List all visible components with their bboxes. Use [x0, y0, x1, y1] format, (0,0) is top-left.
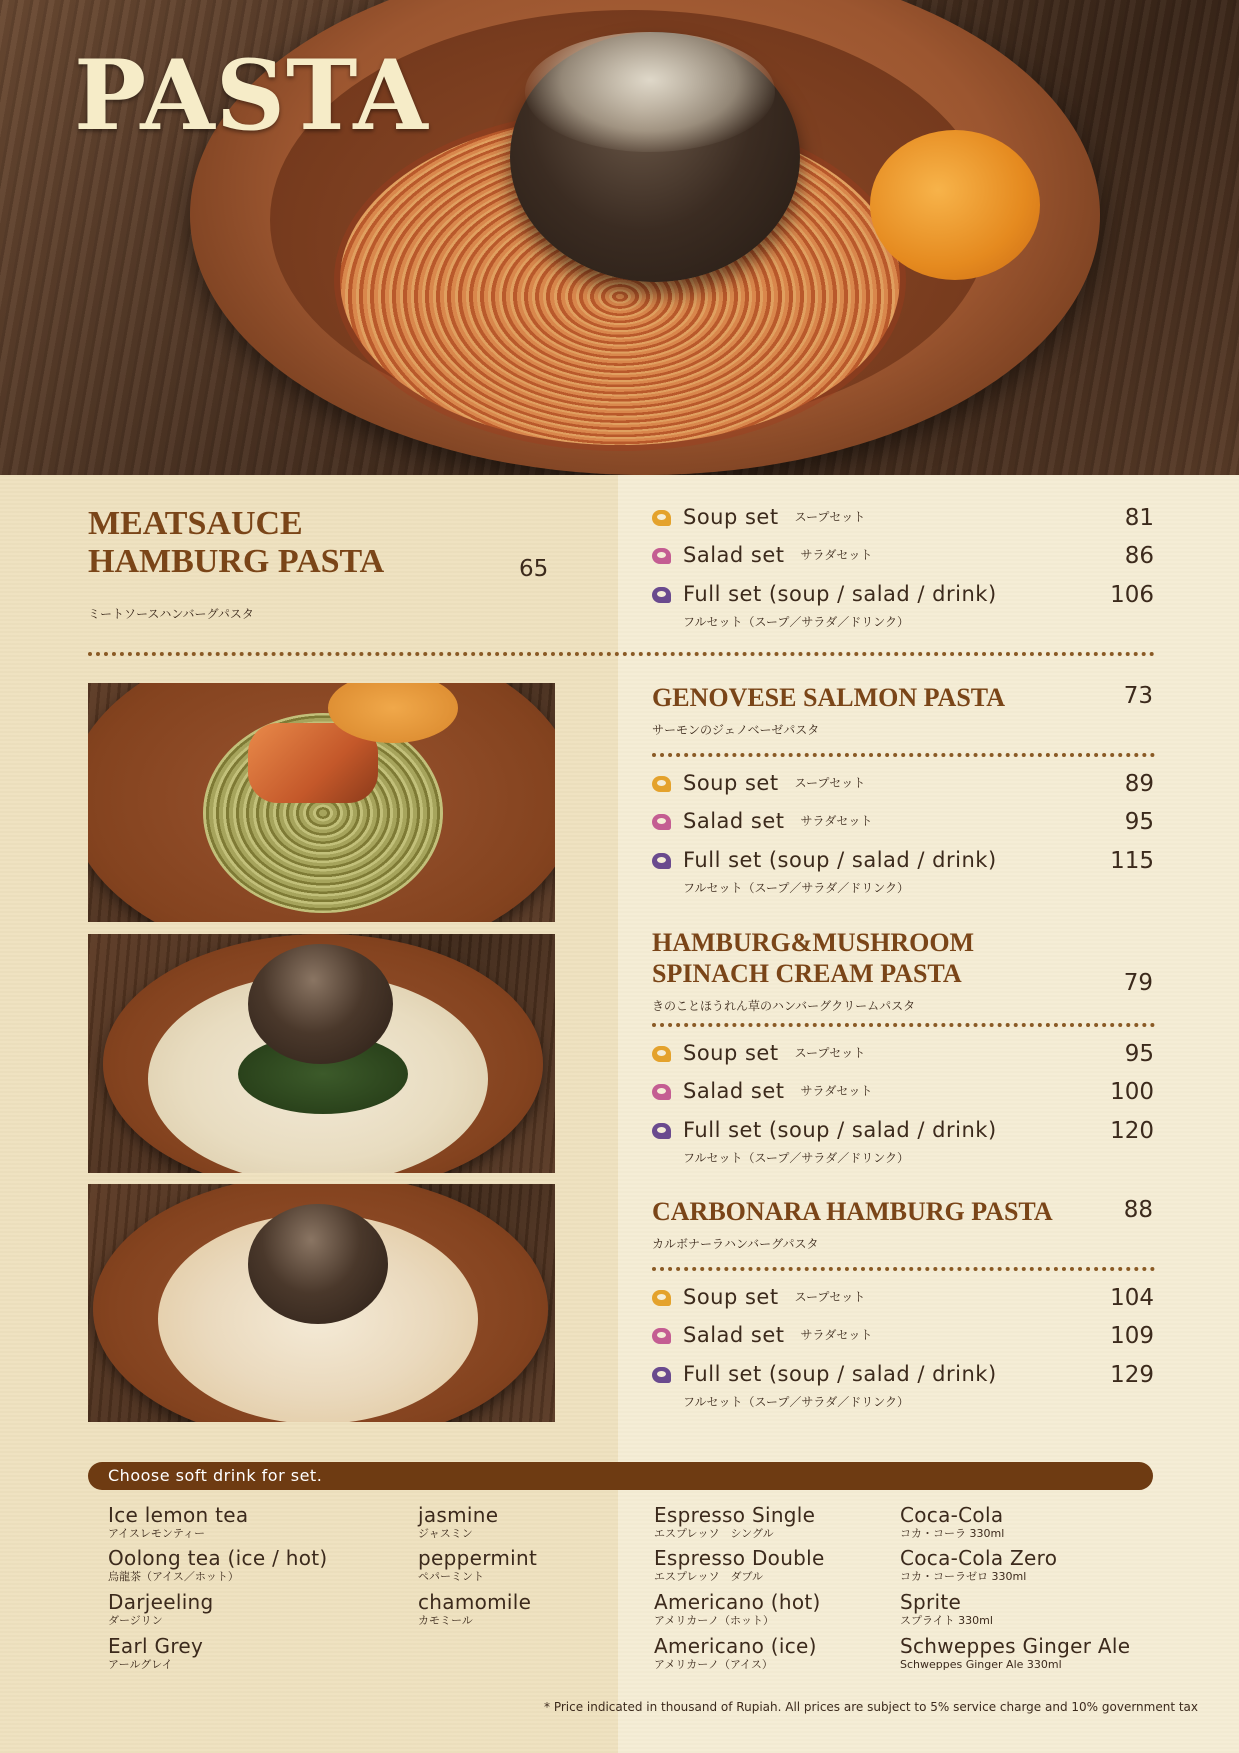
hero-photo [0, 0, 1239, 475]
dish-jp-carbonara: カルボナーラハンバーグパスタ [652, 1237, 819, 1251]
option-price: 104 [1110, 1285, 1154, 1311]
option-price: 115 [1110, 848, 1154, 874]
drink-item[interactable]: Ice lemon tea アイスレモンティー [108, 1503, 249, 1540]
option-soup-set[interactable]: Soup set スープセット 89 [652, 771, 1154, 801]
option-price: 95 [1124, 809, 1154, 835]
option-salad-set[interactable]: Salad set サラダセット 86 [652, 543, 1154, 573]
option-price: 100 [1110, 1079, 1154, 1105]
divider [88, 652, 1155, 656]
photo-mushroom-cream [88, 934, 555, 1173]
dish-price-meatsauce: 65 [519, 556, 549, 582]
footnote: * Price indicated in thousand of Rupiah. All prices are subject to 5% service charge and 10% government tax [544, 1700, 1199, 1714]
full-set-icon [652, 1123, 671, 1139]
option-salad-set[interactable]: Salad set サラダセット 109 [652, 1323, 1154, 1353]
salad-icon [652, 1084, 671, 1100]
soup-icon [652, 510, 671, 526]
salad-icon [652, 548, 671, 564]
option-soup-set[interactable]: Soup set スープセット 95 [652, 1041, 1154, 1071]
dish-title-carbonara: CARBONARA HAMBURG PASTA [652, 1197, 1053, 1226]
page-title: PASTA [74, 39, 429, 152]
option-full-set[interactable]: Full set (soup / salad / drink) 129 フルセット（スープ／サラダ／ドリンク） [652, 1362, 1154, 1392]
option-full-set[interactable]: Full set (soup / salad / drink) 115 フルセット（スープ／サラダ／ドリンク） [652, 848, 1154, 878]
option-price: 86 [1124, 543, 1154, 569]
salad-icon [652, 814, 671, 830]
drink-item[interactable]: chamomile カモミール [418, 1590, 532, 1627]
drink-item[interactable]: Americano (hot) アメリカーノ（ホット） [654, 1590, 821, 1627]
option-price: 109 [1110, 1323, 1154, 1349]
dish-title-genovese: GENOVESE SALMON PASTA [652, 683, 1005, 712]
dish-title-mushroom: HAMBURG&MUSHROOM SPINACH CREAM PASTA [652, 928, 975, 988]
option-price: 106 [1110, 582, 1154, 608]
dish-price-carbonara: 88 [1123, 1197, 1153, 1223]
drink-item[interactable]: Oolong tea (ice / hot) 烏龍茶（アイス／ホット） [108, 1546, 328, 1583]
option-price: 95 [1124, 1041, 1154, 1067]
soup-icon [652, 1046, 671, 1062]
dish-jp-mushroom: きのことほうれん草のハンバーグクリームパスタ [652, 999, 916, 1013]
option-price: 120 [1110, 1118, 1154, 1144]
option-price: 89 [1124, 771, 1154, 797]
full-set-icon [652, 587, 671, 603]
photo-carbonara [88, 1184, 555, 1422]
option-salad-set[interactable]: Salad set サラダセット 100 [652, 1079, 1154, 1109]
divider [652, 753, 1155, 757]
option-soup-set[interactable]: Soup set スープセット 81 [652, 505, 1154, 535]
option-full-set[interactable]: Full set (soup / salad / drink) 106 フルセット（スープ／サラダ／ドリンク） [652, 582, 1154, 612]
photo-genovese [88, 683, 555, 922]
option-full-set[interactable]: Full set (soup / salad / drink) 120 フルセット（スープ／サラダ／ドリンク） [652, 1118, 1154, 1148]
soup-icon [652, 776, 671, 792]
dish-price-mushroom: 79 [1123, 970, 1153, 996]
option-salad-set[interactable]: Salad set サラダセット 95 [652, 809, 1154, 839]
soft-drink-header-bar [88, 1462, 1153, 1490]
soft-drink-header: Choose soft drink for set. [108, 1466, 323, 1485]
drink-item[interactable]: jasmine ジャスミン [418, 1503, 499, 1540]
drink-item[interactable]: Coca-Cola コカ・コーラ 330ml [900, 1503, 1005, 1540]
drink-item[interactable]: Coca-Cola Zero コカ・コーラゼロ 330ml [900, 1546, 1058, 1583]
drink-item[interactable]: Schweppes Ginger Ale Schweppes Ginger Ale 330ml [900, 1634, 1131, 1671]
soup-icon [652, 1290, 671, 1306]
divider [652, 1267, 1155, 1271]
drink-item[interactable]: peppermint ペパーミント [418, 1546, 538, 1583]
drink-item[interactable]: Espresso Single エスプレッソ シングル [654, 1503, 816, 1540]
dish-price-genovese: 73 [1123, 683, 1153, 709]
drink-item[interactable]: Sprite スプライト 330ml [900, 1590, 993, 1627]
dish-title-meatsauce: MEATSAUCE HAMBURG PASTA [88, 505, 385, 581]
dish-jp-meatsauce: ミートソースハンバーグパスタ [88, 607, 254, 621]
salad-icon [652, 1328, 671, 1344]
hero-orange-slice [870, 130, 1040, 280]
drink-item[interactable]: Earl Grey アールグレイ [108, 1634, 204, 1671]
drink-item[interactable]: Espresso Double エスプレッソ ダブル [654, 1546, 825, 1583]
divider [652, 1023, 1155, 1027]
drink-item[interactable]: Darjeeling ダージリン [108, 1590, 214, 1627]
option-soup-set[interactable]: Soup set スープセット 104 [652, 1285, 1154, 1315]
full-set-icon [652, 1367, 671, 1383]
full-set-icon [652, 853, 671, 869]
option-price: 129 [1110, 1362, 1154, 1388]
option-price: 81 [1124, 505, 1154, 531]
drink-item[interactable]: Americano (ice) アメリカーノ（アイス） [654, 1634, 817, 1671]
dish-jp-genovese: サーモンのジェノベーゼパスタ [652, 723, 820, 737]
